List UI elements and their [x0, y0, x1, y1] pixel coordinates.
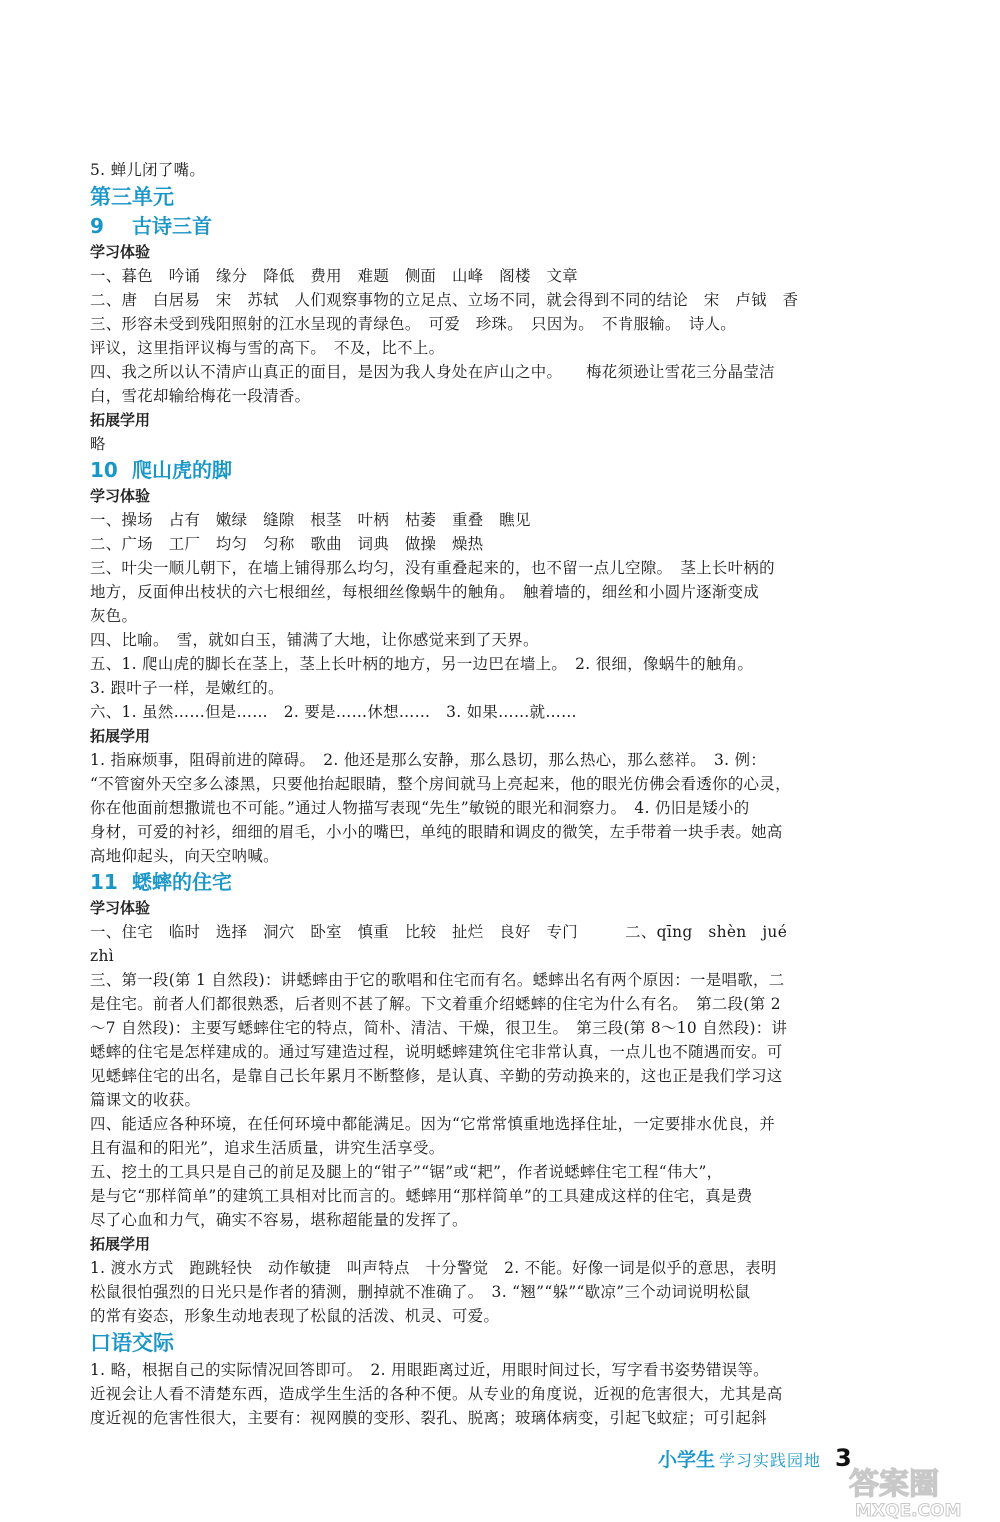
lesson-heading: [90, 212, 872, 240]
unit-heading: 第三单元: [90, 185, 174, 209]
answer-line: 一、操场 占有 嫩绿 缝隙 根茎 叶柄 枯萎 重叠 瞧见: [90, 511, 531, 529]
answer-line: 四、能适应各种环境，在任何环境中都能满足。因为“它常常慎重地选择住址，一定要排水优良，并: [90, 1115, 776, 1133]
answer-line: 篇课文的收获。: [90, 1091, 201, 1109]
lesson-title-text: 爬山虎的脚: [132, 458, 232, 482]
answer-line: “不管窗外天空多么漆黑，只要他抬起眼睛，整个房间就马上亮起来，他的眼光仿佛会看透你的心灵，: [90, 775, 791, 793]
answer-line: 四、比喻。 雪，就如白玉，铺满了大地，让你感觉来到了天界。: [90, 631, 539, 649]
answer-line: 灰色。: [90, 607, 138, 625]
answer-line: 二、广场 工厂 均匀 匀称 歌曲 词典 做操 燥热: [90, 535, 484, 553]
answer-line: 尽了心血和力气，确实不容易，堪称超能量的发挥了。: [90, 1211, 468, 1229]
answer-line: 近视会让人看不清楚东西，造成学生生活的各种不便。从专业的角度说，近视的危害很大，尤其是高: [90, 1385, 783, 1403]
lesson-title-text: 蟋蟀的住宅: [132, 870, 232, 894]
section-heading: 拓展学用: [90, 727, 151, 745]
answer-line: 1. 略，根据自己的实际情况回答即可。 2. 用眼距离过近，用眼时间过长，写字看书姿势错误等。: [90, 1361, 769, 1379]
footer-brand: [658, 1444, 852, 1472]
lesson-heading: [90, 868, 872, 896]
lesson-number: 9: [90, 214, 104, 238]
answer-line: 见蟋蟀住宅的出名，是靠自己长年累月不断整修，是认真、辛勤的劳动换来的，这也正是我们学习这: [90, 1067, 783, 1085]
answer-line: 六、1. 虽然……但是…… 2. 要是……休想…… 3. 如果……就……: [90, 703, 577, 721]
answer-line: 评议，这里指评议梅与雪的高下。 不及，比不上。: [90, 339, 445, 357]
section-heading: 拓展学用: [90, 1235, 151, 1253]
answer-line: 五、1. 爬山虎的脚长在茎上，茎上长叶柄的地方，另一边巴在墙上。 2. 很细，像蜗牛的触角。: [90, 655, 754, 673]
answer-line: 松鼠很怕强烈的日光只是作者的猜测，删掉就不准确了。 3. “翘”“躲”“歇凉”三个动词说明松鼠: [90, 1283, 751, 1301]
answer-line: 地方，反面伸出枝状的六七根细丝，每根细丝像蜗牛的触角。 触着墙的，细丝和小圆片逐渐变成: [90, 583, 760, 601]
section-heading: 学习体验: [90, 243, 151, 261]
answer-line: 1. 渡水方式 跑跳轻快 动作敏捷 叫声特点 十分警觉 2. 不能。好像一词是似乎的意思，表明: [90, 1259, 777, 1277]
answer-line: 5. 蝉儿闭了嘴。: [90, 161, 206, 179]
lesson-heading: [90, 456, 872, 484]
answer-line: 一、住宅 临时 选择 洞穴 卧室 慎重 比较 扯烂 良好 专门 二、qīng shèn jué: [90, 923, 788, 941]
answer-line: 一、暮色 吟诵 缘分 降低 费用 难题 侧面 山峰 阁楼 文章: [90, 267, 578, 285]
answer-line: 是住宅。前者人们都很熟悉，后者则不甚了解。下文着重介绍蟋蟀的住宅为什么有名。 第二段(第 2: [90, 995, 781, 1013]
watermark-logo: [845, 1460, 995, 1520]
section-heading: 学习体验: [90, 899, 151, 917]
answer-line: 的常有姿态，形象生动地表现了松鼠的活泼、机灵、可爱。: [90, 1307, 500, 1325]
watermark-url: MXQE.COM: [855, 1501, 962, 1520]
answer-line: 三、叶尖一顺儿朝下，在墙上铺得那么均匀，没有重叠起来的，也不留一点儿空隙。 茎上长叶柄的: [90, 559, 775, 577]
answer-line: 五、挖土的工具只是自己的前足及腿上的“钳子”“锯”或“耙”，作者说蟋蟀住宅工程“伟大”，: [90, 1163, 723, 1181]
answer-line: 蟋蟀的住宅是怎样建成的。通过写建造过程，说明蟋蟀建筑住宅非常认真，一点儿也不随遇而安。可: [90, 1043, 783, 1061]
answer-line: 三、第一段(第 1 自然段)：讲蟋蟀由于它的歌唱和住宅而有名。蟋蟀出名有两个原因：一是唱歌，二: [90, 971, 785, 989]
unit-heading: 口语交际: [90, 1331, 174, 1355]
answer-line: 是与它“那样简单”的建筑工具相对比而言的。蟋蟀用“那样简单”的工具建成这样的住宅，真是费: [90, 1187, 753, 1205]
page-number: 3: [835, 1444, 852, 1472]
answer-line: 白，雪花却输给梅花一段清香。: [90, 387, 311, 405]
answer-line: 3. 跟叶子一样，是嫩红的。: [90, 679, 284, 697]
lesson-number: 10: [90, 458, 118, 482]
answer-line: 身材，可爱的衬衫，细细的眉毛，小小的嘴巴，单纯的眼睛和调皮的微笑，左手带着一块手表。她高: [90, 823, 783, 841]
answer-line: ～7 自然段)：主要写蟋蟀住宅的特点，简朴、清洁、干燥，很卫生。 第三段(第 8～10 自然段)：讲: [90, 1019, 788, 1037]
answer-line: 略: [90, 435, 106, 453]
answer-content: [90, 158, 872, 1430]
answer-line: 且有温和的阳光”，追求生活质量，讲究生活享受。: [90, 1139, 445, 1157]
section-heading: 拓展学用: [90, 411, 151, 429]
watermark-text: 答案圈: [849, 1467, 939, 1502]
answer-line: 三、形容未受到残阳照射的江水呈现的青绿色。 可爱 珍珠。 只因为。 不肯服输。 诗人。: [90, 315, 737, 333]
answer-line: 你在他面前想撒谎也不可能。”通过人物描写表现“先生”敏锐的眼光和洞察力。 4. 仍旧是矮小的: [90, 799, 750, 817]
answer-line: 度近视的危害性很大，主要有：视网膜的变形、裂孔、脱离；玻璃体病变，引起飞蚊症；可引起斜: [90, 1409, 767, 1427]
answer-line: zhì: [90, 947, 114, 965]
lesson-title-text: 古诗三首: [132, 214, 212, 238]
section-heading: 学习体验: [90, 487, 151, 505]
answer-line: 四、我之所以认不清庐山真正的面目，是因为我人身处在庐山之中。 梅花须逊让雪花三分晶莹洁: [90, 363, 775, 381]
brand-subtitle: 学习实践园地: [719, 1451, 822, 1470]
lesson-number: 11: [90, 870, 118, 894]
answer-line: 1. 指麻烦事，阻碍前进的障碍。 2. 他还是那么安静，那么恳切，那么热心，那么慈祥。 3. 例：: [90, 751, 767, 769]
brand-name: 小学生: [658, 1449, 716, 1471]
answer-line: 高地仰起头，向天空呐喊。: [90, 847, 279, 865]
answer-line: 二、唐 白居易 宋 苏轼 人们观察事物的立足点、立场不同，就会得到不同的结论 宋 卢钺 香: [90, 291, 799, 309]
